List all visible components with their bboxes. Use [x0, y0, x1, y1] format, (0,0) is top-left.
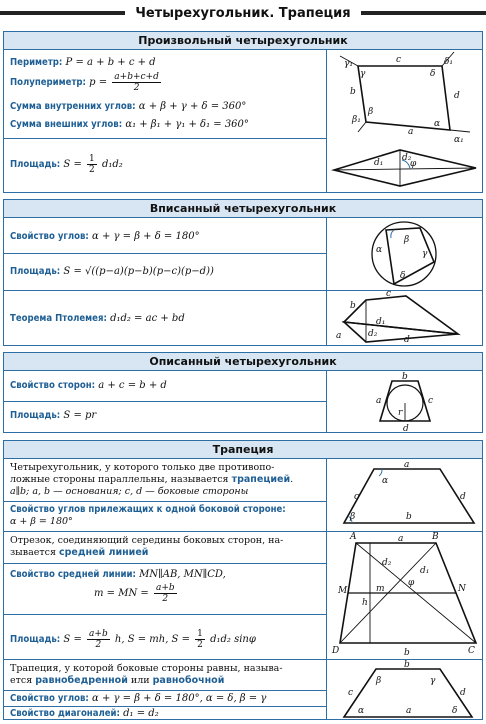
- isosceles-term: равнобедренной: [35, 675, 128, 686]
- label-a: a: [336, 331, 342, 341]
- midline-length-lhs: m = MN =: [94, 588, 149, 599]
- label-b: b: [350, 301, 356, 311]
- label-m: m: [376, 584, 385, 594]
- sides-formula: a + c = b + d: [98, 380, 167, 391]
- label-beta: β: [376, 676, 382, 686]
- definition-line-1: Четырехугольник, у которого только две противопо-: [10, 462, 275, 473]
- label-c: c: [348, 688, 354, 698]
- semiperimeter-label: Полупериметр:: [10, 77, 86, 88]
- perimeter-row: [10, 56, 156, 69]
- label-D: D: [332, 646, 340, 656]
- angles-label: Свойство углов:: [10, 231, 89, 242]
- label-alpha: α: [358, 706, 365, 716]
- area-label: Площадь:: [10, 410, 61, 421]
- title-rule-right: [361, 11, 486, 15]
- label-beta1: β₁: [352, 115, 361, 125]
- label-d1: d₁: [376, 317, 386, 327]
- row-divider: [4, 563, 326, 564]
- label-delta1: δ₁: [444, 57, 454, 67]
- definition-line-3: a∥b; a, b — основания; c, d — боковые стороны: [10, 486, 249, 497]
- label-gamma1: γ₁: [344, 59, 353, 69]
- label-c: c: [354, 492, 360, 502]
- section-header: Вписанный четырехугольник: [4, 200, 482, 218]
- midline-line-1: Отрезок, соединяющий середины боковых сторон, на-: [10, 535, 284, 546]
- label-M: M: [338, 586, 348, 596]
- area-formula: S = pr: [63, 410, 97, 421]
- inscribed-area-row: [10, 265, 214, 278]
- page-title: Четырехугольник. Трапеция: [135, 5, 351, 21]
- adjacent-angles-formula: α + β = 180°: [10, 516, 73, 527]
- label-d2: d₂: [402, 153, 412, 163]
- inscribed-quadrilateral-figure: [364, 220, 444, 288]
- isosceles-diagonals-formula: d₁ = d₂: [123, 708, 159, 719]
- label-b: b: [402, 372, 408, 382]
- label-d: d: [403, 424, 409, 434]
- column-divider: [326, 459, 327, 719]
- row-divider: [4, 501, 326, 502]
- label-d2: d₂: [368, 329, 378, 339]
- circumscribed-area-row: [10, 409, 96, 422]
- label-d: d: [454, 91, 460, 101]
- fraction-denominator: 2: [162, 594, 169, 604]
- label-alpha: α: [376, 245, 383, 255]
- label-beta: β: [404, 235, 410, 245]
- sides-row: [10, 379, 167, 392]
- fraction-numerator: a+b: [89, 629, 108, 639]
- midline-term: средней линией: [58, 547, 149, 558]
- label-c: c: [428, 396, 434, 406]
- midline-length-row: [94, 583, 179, 604]
- row-divider: [4, 138, 326, 139]
- isosceles-or: или: [130, 675, 150, 686]
- label-alpha: α: [382, 476, 389, 486]
- isosceles-diagonals-row: [10, 707, 159, 720]
- midline-property-row: [10, 568, 226, 581]
- label-phi: φ: [408, 578, 415, 588]
- section-circumscribed: [3, 352, 483, 433]
- area-lhs: S =: [63, 634, 82, 645]
- perimeter-formula: P = a + b + c + d: [65, 57, 156, 68]
- area-label: Площадь:: [10, 159, 61, 170]
- label-b: b: [350, 87, 356, 97]
- isosceles-angles-formula: α + γ = β + δ = 180°, α = δ, β = γ: [92, 693, 267, 704]
- column-divider: [326, 371, 327, 432]
- section-header: Описанный четырехугольник: [4, 353, 482, 371]
- fraction-denominator: 2: [197, 640, 203, 650]
- label-a: a: [406, 706, 412, 716]
- label-alpha1: α₁: [454, 135, 464, 145]
- isosceles-diagonals-label: Свойство диагоналей:: [10, 708, 120, 719]
- label-a: a: [398, 534, 404, 544]
- label-d2: d₂: [382, 558, 392, 568]
- sides-label: Свойство сторон:: [10, 380, 96, 391]
- label-delta: δ: [430, 69, 436, 79]
- area-rhs: d₁d₂: [101, 159, 123, 170]
- area-row: [10, 154, 123, 175]
- label-r: r: [398, 408, 403, 418]
- label-a: a: [404, 460, 410, 470]
- label-d: d: [460, 688, 466, 698]
- equal-sided-term: равнобочной: [152, 675, 225, 686]
- label-delta: δ: [400, 271, 406, 281]
- label-N: N: [458, 584, 466, 594]
- row-divider: [4, 401, 326, 402]
- label-beta: β: [368, 107, 374, 117]
- ptolemy-row: [10, 312, 185, 325]
- row-divider: [4, 290, 482, 291]
- semiperimeter-lhs: p =: [89, 77, 108, 88]
- trapezoid-figure: [334, 460, 480, 529]
- area-fraction-half: [195, 629, 205, 650]
- fraction-denominator: 2: [95, 640, 102, 650]
- fraction-numerator: a+b+c+d: [114, 72, 159, 82]
- perimeter-label: Периметр:: [10, 57, 63, 68]
- definition-text: Четырехугольник, у которого только две противопо- ложные стороны параллельны, называется трапецией. a∥b; a, b — основания; c, d — боковые стороны: [10, 462, 294, 497]
- isosceles-angles-row: [10, 692, 266, 705]
- midline-property-label: Свойство средней линии:: [10, 569, 136, 580]
- area-label: Площадь:: [10, 266, 61, 277]
- adjacent-angles-row: [10, 504, 322, 528]
- midline-definition: [10, 535, 322, 559]
- label-c: c: [396, 55, 402, 65]
- fraction-numerator: 1: [89, 154, 95, 164]
- label-beta: β: [350, 512, 356, 522]
- inscribed-angles-row: [10, 230, 200, 243]
- outer-angles-formula: α₁ + β₁ + γ₁ + δ₁ = 360°: [125, 119, 249, 130]
- section-header: Трапеция: [4, 441, 482, 459]
- isosceles-line-1: Трапеция, у которой боковые стороны равны, называ-: [10, 663, 283, 674]
- quadrilateral-exterior-angles-figure: [330, 52, 480, 145]
- area-rhs: d₁d₂ sinφ: [210, 634, 256, 645]
- column-divider: [326, 218, 327, 345]
- definition-line-2: ложные стороны параллельны, называется: [10, 474, 229, 485]
- column-divider: [326, 50, 327, 192]
- label-d: d: [460, 492, 466, 502]
- label-h: h: [362, 598, 368, 608]
- outer-angles-row: [10, 118, 249, 131]
- isosceles-definition: [10, 663, 322, 687]
- isosceles-angles-label: Свойство углов:: [10, 693, 89, 704]
- section-arbitrary: [3, 31, 483, 193]
- trapezoid-area-row: [10, 629, 256, 650]
- label-A: A: [350, 532, 357, 542]
- label-d1: d₁: [374, 158, 384, 168]
- area-fraction: [87, 629, 110, 650]
- inner-angles-label: Сумма внутренних углов:: [10, 101, 136, 112]
- semiperimeter-row: [10, 72, 163, 93]
- fraction-numerator: a+b: [155, 583, 175, 593]
- trapezoid-term: трапецией: [231, 474, 291, 485]
- circumscribed-quadrilateral-figure: [370, 372, 440, 434]
- area-middle: h, S = mh, S =: [114, 634, 190, 645]
- label-gamma: γ: [430, 676, 436, 686]
- section-inscribed: [3, 199, 483, 346]
- outer-angles-label: Сумма внешних углов:: [10, 119, 123, 130]
- inner-angles-row: [10, 100, 246, 113]
- angles-formula: α + γ = β + δ = 180°: [92, 231, 200, 242]
- label-d1: d₁: [420, 566, 430, 576]
- label-b: b: [404, 648, 410, 658]
- midline-length-fraction: [154, 583, 177, 604]
- label-gamma: γ: [360, 69, 366, 79]
- ptolemy-label: Теорема Птолемея:: [10, 313, 107, 324]
- area-lhs: S =: [63, 159, 82, 170]
- row-divider: [4, 614, 326, 615]
- isosceles-line-2: ется: [10, 675, 33, 686]
- ptolemy-formula: d₁d₂ = ac + bd: [110, 313, 185, 324]
- trapezoid-midline-figure: [332, 533, 482, 657]
- midline-property-formula: MN∥AB, MN∥CD,: [139, 569, 226, 580]
- area-formula: S = √((p−a)(p−b)(p−c)(p−d)): [63, 266, 214, 277]
- title-rule-left: [0, 11, 125, 15]
- section-trapezoid: [3, 440, 483, 720]
- label-B: B: [432, 532, 439, 542]
- label-delta: δ: [452, 706, 458, 716]
- label-alpha: α: [434, 119, 441, 129]
- label-gamma: γ: [422, 249, 428, 259]
- row-divider: [4, 659, 482, 660]
- label-a: a: [376, 396, 382, 406]
- fraction-denominator: 2: [89, 165, 95, 175]
- midline-line-2: зывается: [10, 547, 56, 558]
- fraction-numerator: 1: [197, 629, 203, 639]
- label-phi: φ: [410, 159, 417, 169]
- semiperimeter-fraction: [112, 72, 161, 93]
- label-d: d: [404, 335, 410, 345]
- label-C: C: [468, 646, 475, 656]
- label-b: b: [404, 660, 410, 670]
- area-fraction: [87, 154, 97, 175]
- inner-angles-formula: α + β + γ + δ = 360°: [138, 101, 247, 112]
- page-title-bar: [0, 0, 486, 26]
- fraction-denominator: 2: [133, 83, 140, 93]
- label-b: b: [406, 512, 412, 522]
- label-a: a: [408, 127, 414, 137]
- adjacent-angles-label: Свойство углов прилежащих к одной боковой стороне:: [10, 504, 286, 515]
- isosceles-trapezoid-figure: [340, 660, 480, 719]
- section-header: Произвольный четырехугольник: [4, 32, 482, 50]
- label-c: c: [386, 289, 392, 299]
- ptolemy-figure: [334, 289, 480, 345]
- quadrilateral-diagonals-figure: [330, 142, 480, 190]
- row-divider: [4, 253, 326, 254]
- area-label: Площадь:: [10, 634, 61, 645]
